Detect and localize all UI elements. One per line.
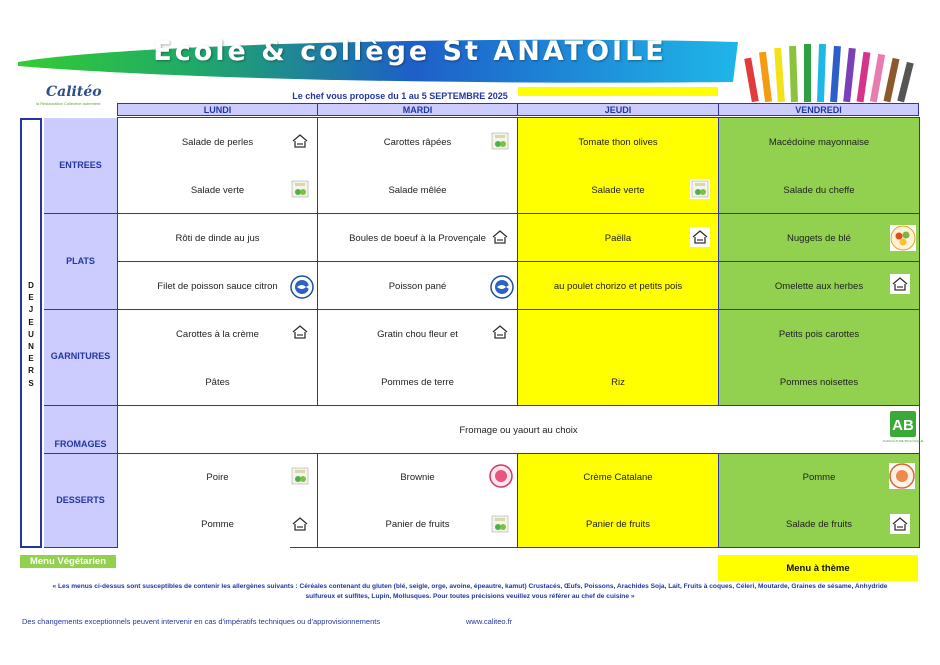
category-label: GARNITURES bbox=[50, 351, 111, 361]
local-produce-icon bbox=[290, 179, 310, 199]
legend-theme: Menu à thème bbox=[718, 555, 918, 581]
local-produce-icon bbox=[290, 466, 310, 486]
menu-cell: Salade de perles bbox=[118, 118, 317, 166]
ab-text: AB bbox=[892, 417, 914, 434]
fait-maison-icon bbox=[490, 227, 510, 247]
allergens-line: « Les menus ci-dessus sont susceptibles de contenir les allergènes suivants : Céréales contenant du gluten (blé, seigle, orge, avoine, épeautre, kamut) Crustacés, Œufs, Poissons, Arachides Soja, Lait, Fruits à coques, Céleri, Moutarde, Graines de sésame, Anhydride bbox=[52, 583, 888, 590]
menu-cell: Filet de poisson sauce citron bbox=[118, 262, 317, 310]
category-label: DESSERTS bbox=[56, 495, 105, 505]
quality-seal-icon bbox=[889, 463, 915, 489]
day-header-lundi: LUNDI bbox=[117, 103, 318, 116]
ab-subtext: AGRICULTURE BIOLOGIQUE bbox=[882, 439, 924, 443]
menu-cell: Salade verte bbox=[518, 166, 718, 214]
category-label: ENTREES bbox=[59, 160, 102, 170]
category-plats bbox=[44, 214, 117, 310]
menu-cell: Pommes de terre bbox=[318, 358, 517, 406]
category-garnitures bbox=[44, 310, 117, 406]
menu-cell: Salade de fruits bbox=[719, 501, 919, 548]
menu-cell: Omelette aux herbes bbox=[719, 262, 919, 310]
local-produce-icon bbox=[690, 179, 710, 199]
fait-maison-icon bbox=[490, 322, 510, 342]
agriculture-biologique-icon bbox=[882, 410, 924, 446]
menu-cell: Pomme bbox=[118, 501, 317, 548]
menu-cell: Petits pois carottes bbox=[719, 310, 919, 358]
menu-cell: Salade mêlée bbox=[318, 166, 517, 214]
school-title: Ecole & collège St ANATOILE bbox=[153, 36, 667, 67]
menu-cell: Riz bbox=[518, 358, 718, 406]
colored-pencils-icon bbox=[740, 40, 930, 102]
menu-cell: Carottes à la crème bbox=[118, 310, 317, 358]
menu-cell: Pommes noisettes bbox=[719, 358, 919, 406]
fait-maison-icon bbox=[690, 227, 710, 247]
category-entrees bbox=[44, 118, 117, 214]
changes-note: Des changements exceptionnels peuvent intervenir en cas d'impératifs techniques ou d'approvisionnements bbox=[22, 617, 381, 626]
legend-vegetarian: Menu Végétarien bbox=[20, 555, 116, 568]
menu-cell: Macédoine mayonnaise bbox=[719, 118, 919, 166]
menu-cell: Rôti de dinde au jus bbox=[118, 214, 317, 262]
caliteo-logo bbox=[26, 82, 116, 112]
local-produce-icon bbox=[490, 514, 510, 534]
logo-name: Calitéo bbox=[46, 84, 102, 100]
msc-fish-label-icon bbox=[490, 275, 514, 299]
menu-cell: Brownie bbox=[318, 454, 517, 501]
local-produce-icon bbox=[490, 131, 510, 151]
allergens-line: sulfureux et sulfites, Lupin, Mollusques. Pour toutes précisions veuillez vous référer au chef de cuisine » bbox=[305, 593, 635, 600]
fait-maison-icon bbox=[290, 322, 310, 342]
fromages-cell: Fromage ou yaourt au choix bbox=[118, 406, 919, 454]
category-label: FROMAGES bbox=[54, 439, 107, 449]
menu-cell: Poisson pané bbox=[318, 262, 517, 310]
allergens-notice bbox=[30, 582, 910, 602]
website-link[interactable]: www.caliteo.fr bbox=[466, 617, 513, 626]
menu-cell: Gratin chou fleur et bbox=[318, 310, 517, 358]
menu-cell: Crème Catalane bbox=[518, 454, 718, 501]
fait-maison-icon bbox=[290, 514, 310, 534]
menu-cell: Pâtes bbox=[118, 358, 317, 406]
menu-cell: Paëlla bbox=[518, 214, 718, 262]
day-header-vendredi: VENDREDI bbox=[718, 103, 919, 116]
week-title: Le chef vous propose du 1 au 5 SEPTEMBRE 2025 bbox=[292, 91, 508, 101]
menu-cell: Tomate thon olives bbox=[518, 118, 718, 166]
menu-cell: Panier de fruits bbox=[318, 501, 517, 548]
menu-cell: Poire bbox=[118, 454, 317, 501]
menu-cell: Nuggets de blé bbox=[719, 214, 919, 262]
menu-cell: Boules de boeuf à la Provençale bbox=[318, 214, 517, 262]
menu-cell: au poulet chorizo et petits pois bbox=[518, 262, 718, 310]
menu-cell: Pomme bbox=[719, 454, 919, 501]
msc-fish-label-icon bbox=[290, 275, 314, 299]
meal-label: D E J E U N E R S bbox=[28, 281, 34, 388]
vegetables-icon bbox=[890, 225, 916, 251]
menu-cell: Salade du cheffe bbox=[719, 166, 919, 214]
category-desserts bbox=[44, 454, 117, 548]
day-header-mardi: MARDI bbox=[317, 103, 518, 116]
logo-tagline: la Restauration Collective autrement bbox=[36, 101, 101, 106]
fait-maison-icon bbox=[290, 131, 310, 151]
fait-maison-icon bbox=[890, 274, 910, 294]
category-fromages bbox=[44, 406, 117, 454]
menu-cell bbox=[518, 310, 718, 358]
day-header-jeudi: JEUDI bbox=[517, 103, 719, 116]
meal-label-column bbox=[20, 118, 42, 548]
quality-seal-icon bbox=[489, 464, 513, 488]
menu-cell: Carottes râpées bbox=[318, 118, 517, 166]
fait-maison-icon bbox=[890, 514, 910, 534]
menu-cell: Panier de fruits bbox=[518, 501, 718, 548]
category-label: PLATS bbox=[66, 256, 95, 266]
menu-cell: Salade verte bbox=[118, 166, 317, 214]
